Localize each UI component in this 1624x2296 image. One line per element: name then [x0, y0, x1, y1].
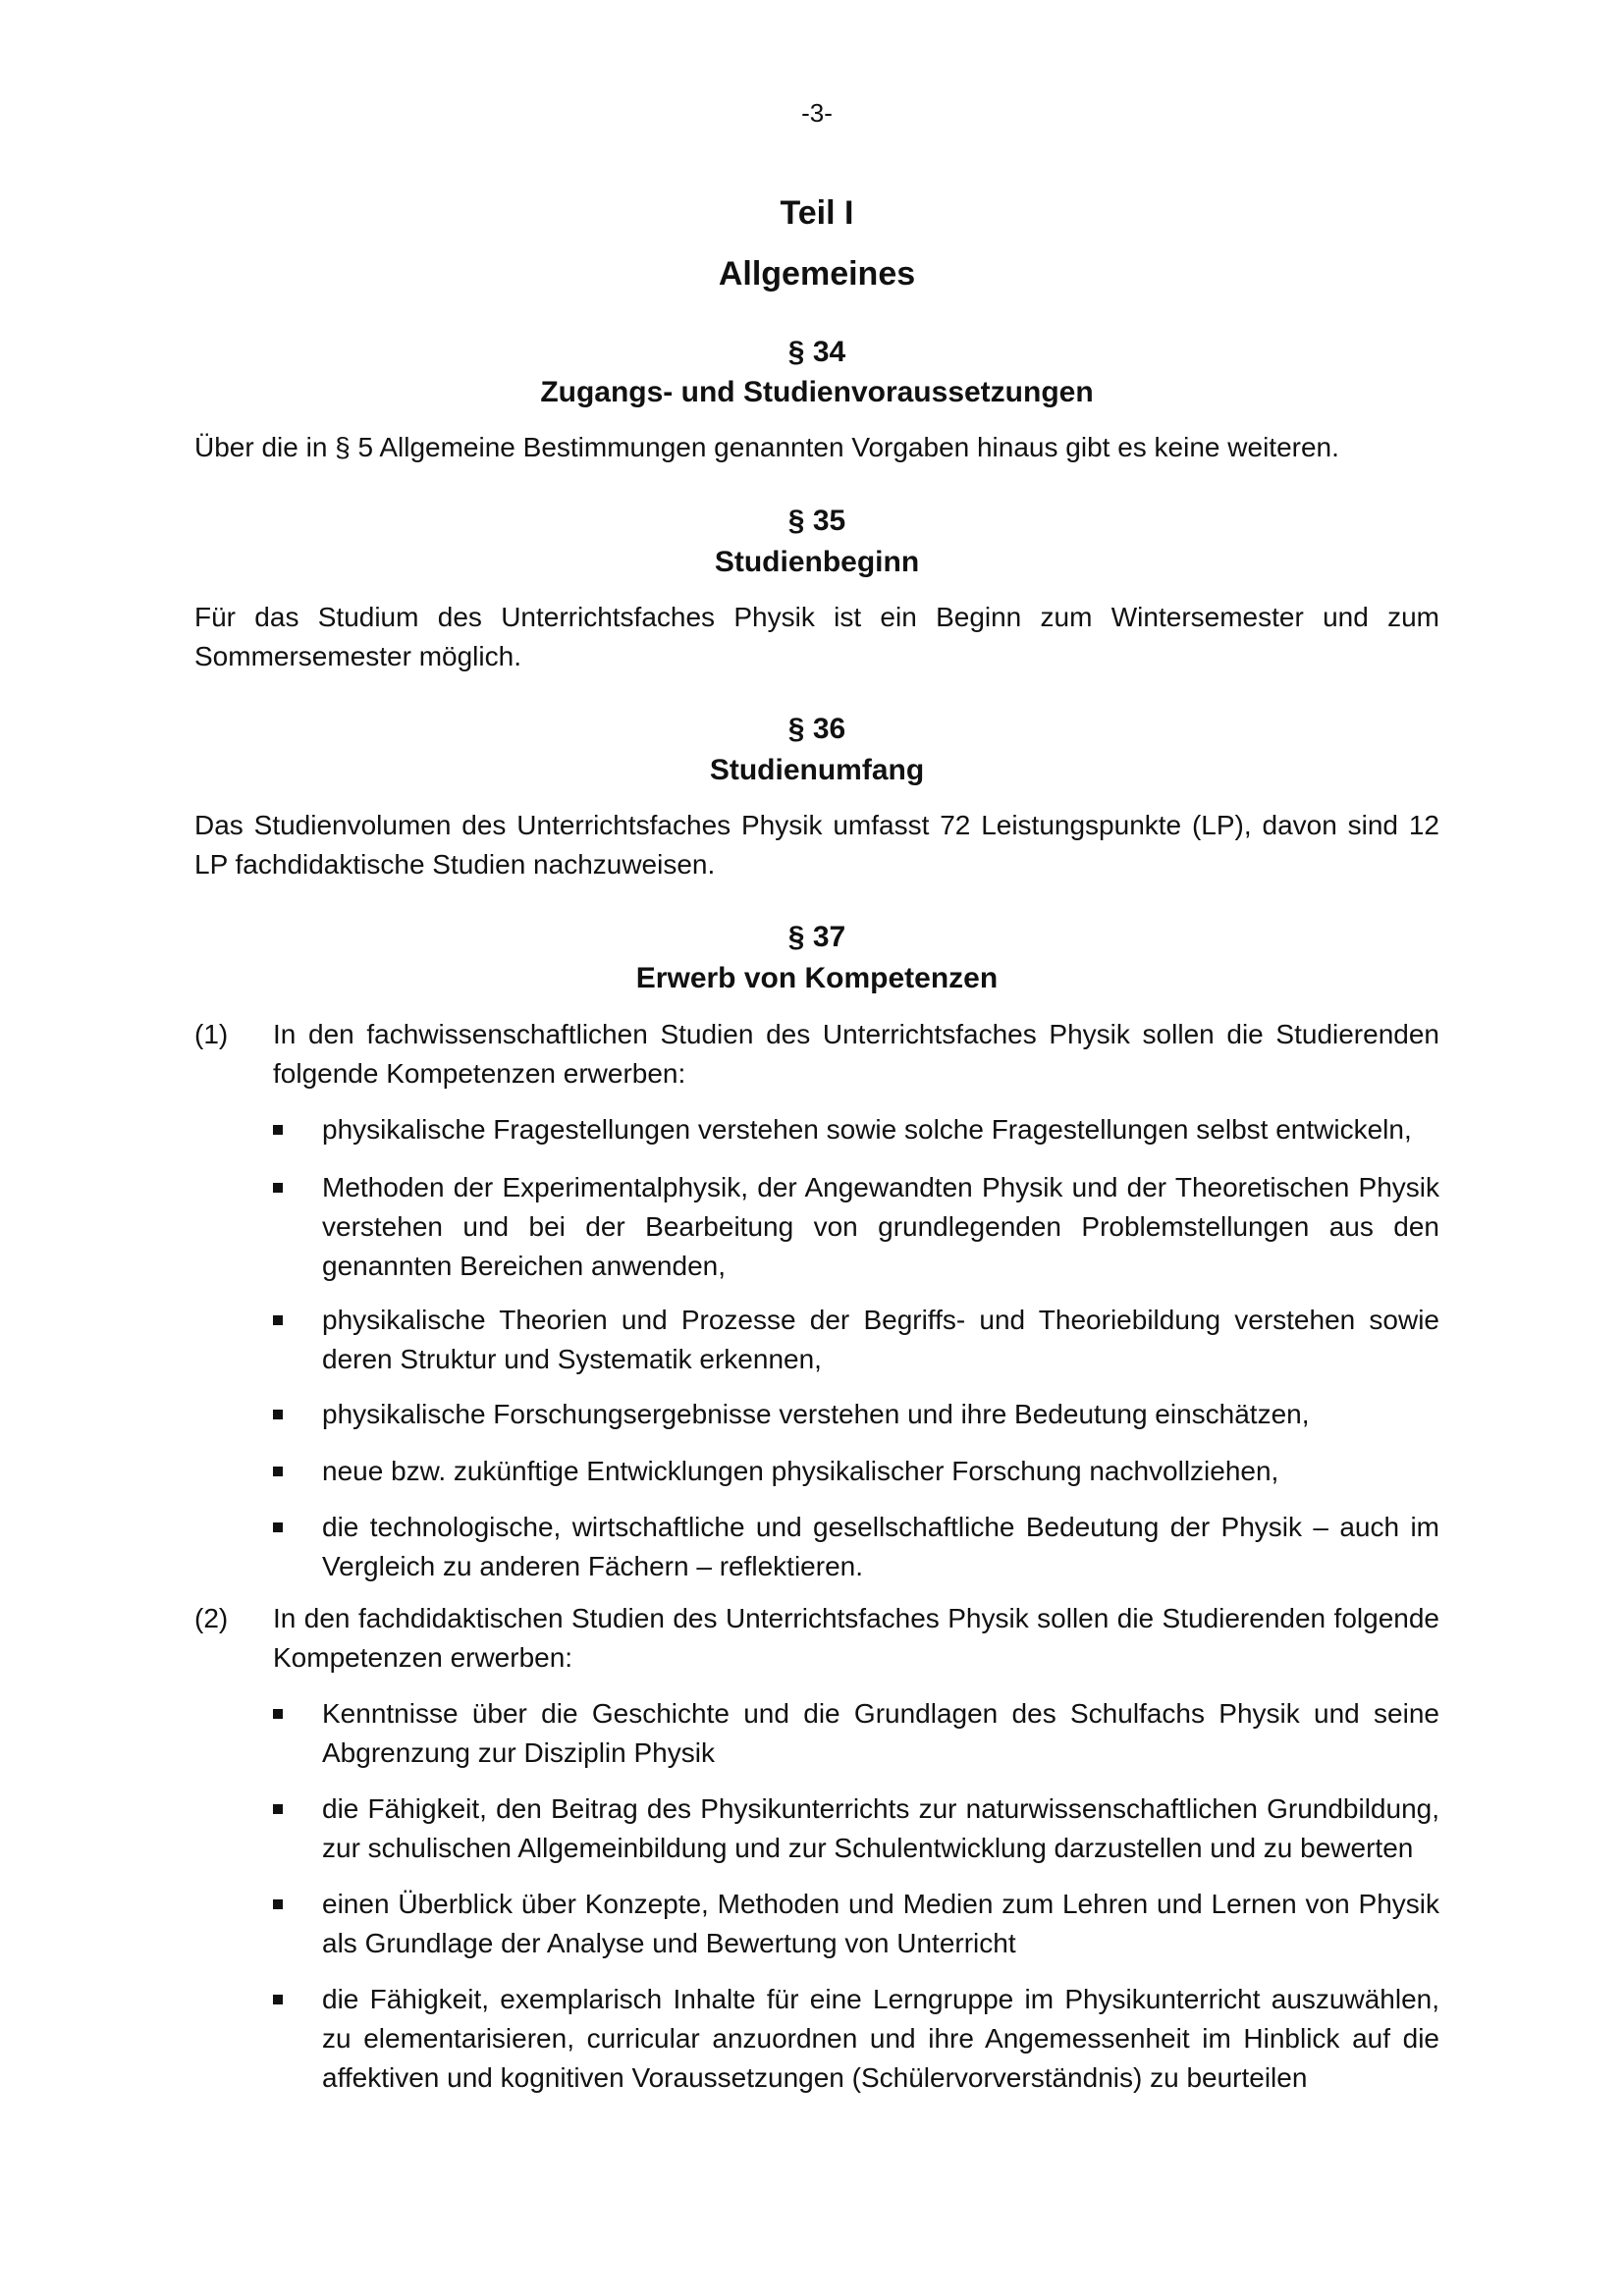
- list-item-text: physikalische Theorien und Prozesse der Begriffs- und Theoriebildung verstehen sowie deren Struktur und Systematik erkennen,: [322, 1305, 1439, 1374]
- section-title: Studienbeginn: [714, 546, 920, 578]
- list-item: [273, 1301, 1439, 1379]
- list-item-text: die Fähigkeit, den Beitrag des Physikunterrichts zur naturwissenschaftlichen Grundbildung, zur schulischen Allgemeinbildung und zur Schulentwicklung darzustellen und zu bewerten: [322, 1793, 1439, 1863]
- section-paragraph: Das Studienvolumen des Unterrichtsfaches Physik umfasst 72 Leistungspunkte (LP), davon sind 12 LP fachdidaktische Studien nachzuweisen.: [194, 810, 1439, 880]
- paragraph-text: In den fachdidaktischen Studien des Unterrichtsfaches Physik sollen die Studierenden folgende Kompetenzen erwerben:: [273, 1603, 1439, 1673]
- section-number: § 36: [787, 713, 846, 745]
- square-bullet-icon: [273, 1467, 283, 1476]
- list-item-text: einen Überblick über Konzepte, Methoden und Medien zum Lehren und Lernen von Physik als Grundlage der Analyse und Bewertung von Unterricht: [322, 1889, 1439, 1958]
- section-number: § 37: [787, 921, 846, 953]
- section-title: Studienumfang: [709, 754, 925, 786]
- section-title: Erwerb von Kompetenzen: [635, 962, 999, 994]
- square-bullet-icon: [273, 1410, 283, 1419]
- part-label: Teil I: [780, 194, 854, 232]
- square-bullet-icon: [273, 1995, 283, 2004]
- list-item: [273, 1110, 1439, 1149]
- numbered-paragraph: [194, 1599, 1439, 1678]
- square-bullet-icon: [273, 1183, 283, 1193]
- square-bullet-icon: [273, 1125, 283, 1135]
- square-bullet-icon: [273, 1804, 283, 1814]
- list-item-text: die Fähigkeit, exemplarisch Inhalte für eine Lerngruppe im Physikunterricht auszuwählen, zu elementarisieren, curricular anzuordnen und ihre Angemessenheit im Hinblick auf die affektiven und kognitiven Voraussetzungen (Schülervorverständnis) zu beurteilen: [322, 1984, 1439, 2093]
- paragraph-number: (2): [194, 1603, 229, 1633]
- list-item-text: neue bzw. zukünftige Entwicklungen physikalischer Forschung nachvollziehen,: [322, 1456, 1279, 1486]
- list-item: [273, 1508, 1439, 1586]
- list-item-text: physikalische Forschungsergebnisse verstehen und ihre Bedeutung einschätzen,: [322, 1399, 1310, 1429]
- list-item-text: Methoden der Experimentalphysik, der Angewandten Physik und der Theoretischen Physik verstehen und bei der Bearbeitung von grundlegenden Problemstellungen aus den genannten Bereichen anwenden,: [322, 1172, 1439, 1281]
- square-bullet-icon: [273, 1899, 283, 1909]
- list-item: [273, 1694, 1439, 1773]
- paragraph-text: In den fachwissenschaftlichen Studien des Unterrichtsfaches Physik sollen die Studierenden folgende Kompetenzen erwerben:: [273, 1019, 1439, 1089]
- square-bullet-icon: [273, 1315, 283, 1325]
- list-item: [273, 1885, 1439, 1963]
- section-paragraph: Über die in § 5 Allgemeine Bestimmungen genannten Vorgaben hinaus gibt es keine weiteren.: [194, 432, 1339, 462]
- paragraph-number: (1): [194, 1019, 229, 1049]
- list-item: [273, 1168, 1439, 1286]
- list-item: [273, 1980, 1439, 2098]
- list-item-text: physikalische Fragestellungen verstehen sowie solche Fragestellungen selbst entwickeln,: [322, 1114, 1412, 1145]
- section-title: Zugangs- und Studienvoraussetzungen: [540, 376, 1094, 408]
- list-item: [273, 1789, 1439, 1868]
- section-paragraph: Für das Studium des Unterrichtsfaches Physik ist ein Beginn zum Wintersemester und zum Sommersemester möglich.: [194, 602, 1439, 671]
- square-bullet-icon: [273, 1522, 283, 1532]
- list-item: [273, 1395, 1439, 1434]
- list-item-text: die technologische, wirtschaftliche und gesellschaftliche Bedeutung der Physik – auch im Vergleich zu anderen Fächern – reflektieren.: [322, 1512, 1439, 1581]
- section-number: § 35: [787, 505, 846, 537]
- part-title: Allgemeines: [718, 255, 916, 293]
- list-item: [273, 1452, 1439, 1491]
- square-bullet-icon: [273, 1709, 283, 1719]
- numbered-paragraph: [194, 1015, 1439, 1094]
- page-number: -3-: [801, 98, 833, 128]
- list-item-text: Kenntnisse über die Geschichte und die Grundlagen des Schulfachs Physik und seine Abgrenzung zur Disziplin Physik: [322, 1698, 1439, 1768]
- section-number: § 34: [787, 336, 846, 368]
